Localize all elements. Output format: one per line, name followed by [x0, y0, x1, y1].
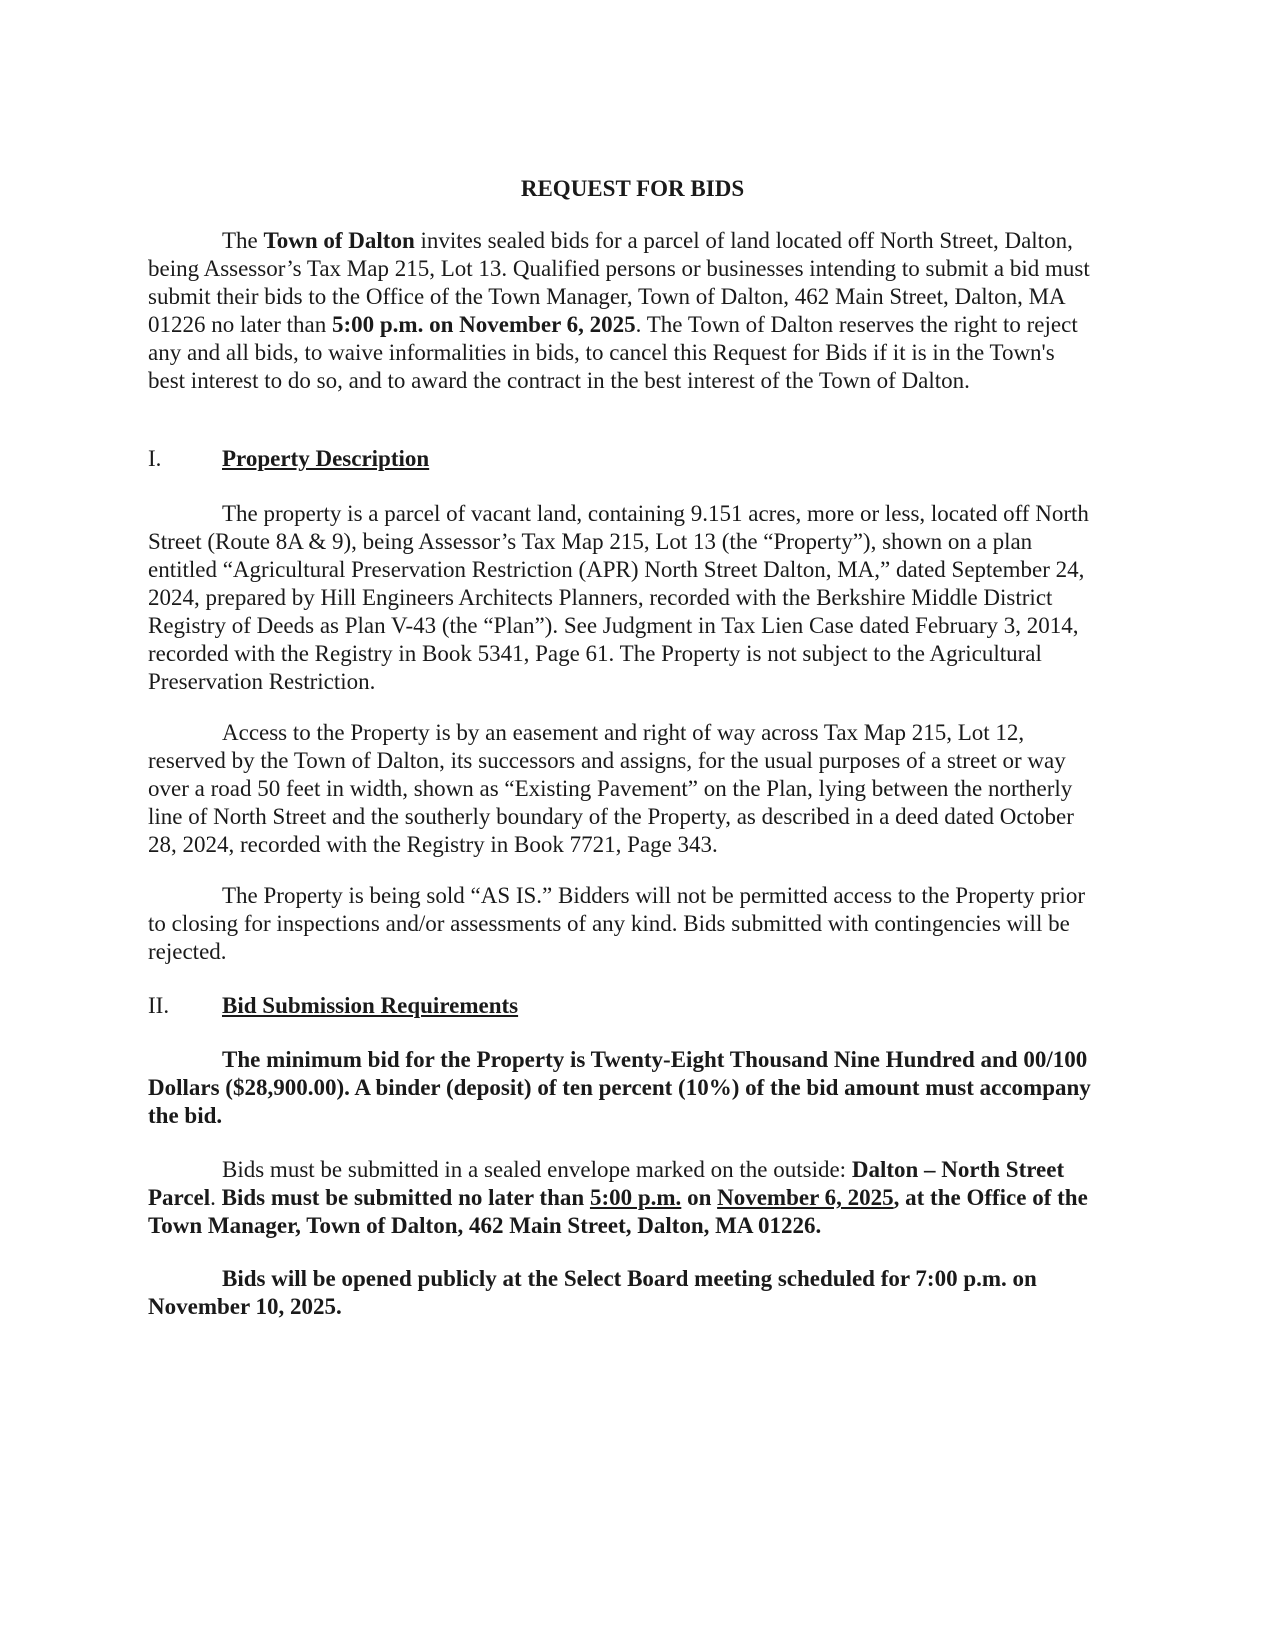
submission-location: , at the Office of the Town Manager, Town of Dalton, 462 Main Street, Dalton, MA 01226.: [148, 1185, 1088, 1238]
intro-text-3: . The Town of Dalton reserves the right to reject any and all bids, to waive informalities in bids, to cancel this Request for Bids if it is in the Town's best interest to do so, and to award the contract in the best interest of the Town of Dalton.: [148, 312, 1078, 393]
intro-text-2: invites sealed bids for a parcel of land located off North Street, Dalton, being Assessor’s Tax Map 215, Lot 13. Qualified persons or businesses intending to submit a bid must submit their bids to the Office of the Town Manager, Town of Dalton, 462 Main Street, Dalton, MA 01226 no later than: [148, 228, 1090, 337]
intro-town-name: Town of Dalton: [263, 228, 415, 253]
submission-time: 5:00 p.m.: [589, 1185, 682, 1210]
property-paragraph-3: The Property is being sold “AS IS.” Bidders will not be permitted access to the Property prior to closing for inspections and/or assessments of any kind. Bids submitted with contingencies will be rejected.: [148, 883, 1085, 964]
section-heading-text: Property Description: [222, 446, 430, 471]
submission-text-1: Bids must be submitted in a sealed envelope marked on the outside:: [222, 1157, 852, 1182]
property-paragraph-2: Access to the Property is by an easement and right of way across Tax Map 215, Lot 12, reserved by the Town of Dalton, its successors and assigns, for the usual purposes of a street or way over a road 50 feet in width, shown as “Existing Pavement” on the Plan, lying between the northerly line of North Street and the southerly boundary of the Property, as described in a deed dated October 28, 2024, recorded with the Registry in Book 7721, Page 343.: [148, 720, 1074, 857]
submission-date: November 6, 2025: [717, 1185, 894, 1210]
submission-paragraph: [148, 1156, 1096, 1240]
envelope-label: Dalton – North Street Parcel: [148, 1157, 1065, 1210]
section-heading-bid-submission: [148, 992, 1048, 1020]
bid-opening-paragraph: Bids will be opened publicly at the Select Board meeting scheduled for 7:00 p.m. on November 10, 2025.: [148, 1266, 1037, 1319]
minimum-bid-paragraph: The minimum bid for the Property is Twenty-Eight Thousand Nine Hundred and 00/100 Dollars ($28,900.00). A binder (deposit) of ten percent (10%) of the bid amount must accompany the bid.: [148, 1047, 1091, 1128]
property-paragraph-1: The property is a parcel of vacant land, containing 9.151 acres, more or less, located off North Street (Route 8A & 9), being Assessor’s Tax Map 215, Lot 13 (the “Property”), shown on a plan entitled “Agricultural Preservation Restriction (APR) North Street Dalton, MA,” dated September 24, 2024, prepared by Hill Engineers Architects Planners, recorded with the Berkshire Middle District Registry of Deeds as Plan V-43 (the “Plan”). See Judgment in Tax Lien Case dated February 3, 2014, recorded with the Registry in Book 5341, Page 61. The Property is not subject to the Agricultural Preservation Restriction.: [148, 501, 1089, 694]
submission-on: on: [681, 1185, 718, 1210]
section-number: II.: [148, 993, 170, 1018]
intro-text-1: The: [222, 228, 264, 253]
intro-deadline: 5:00 p.m. on November 6, 2025: [331, 312, 636, 337]
document-title: REQUEST FOR BIDS: [520, 176, 745, 201]
section-heading-property-description: [148, 445, 1048, 473]
intro-paragraph: [148, 227, 1096, 395]
section-number: I.: [148, 446, 162, 471]
submission-deadline-text: Bids must be submitted no later than: [221, 1185, 590, 1210]
submission-text-2: .: [210, 1185, 222, 1210]
section-heading-text: Bid Submission Requirements: [222, 993, 519, 1018]
